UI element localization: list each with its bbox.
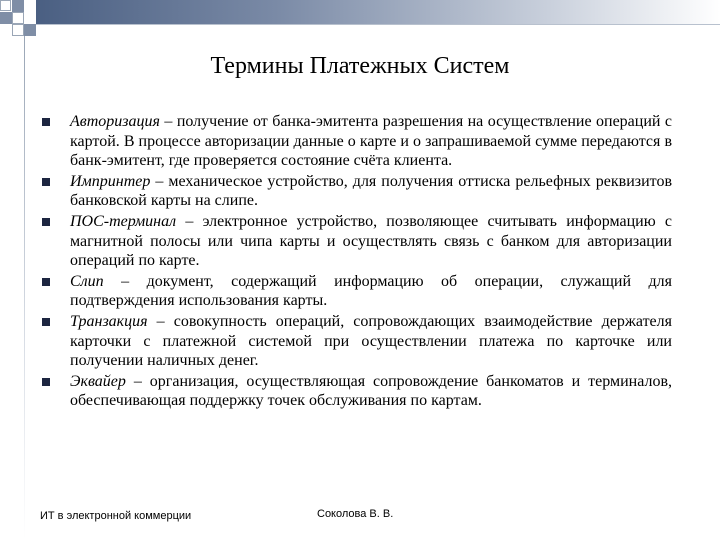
square-bullet-icon [42, 178, 50, 186]
definition: – совокупность операций, сопровождающих взаимодействие держателя карточки с платежной системой при осуществлении платежа по карточке или получении наличных денег. [70, 312, 672, 370]
list-item [40, 212, 672, 271]
list-item [40, 112, 672, 171]
definition: – организация, осуществляющая сопровождение банкоматов и терминалов, обеспечивающая поддержку точек обслуживания по картам. [70, 372, 672, 410]
footer-course: ИТ в электронной коммерции [40, 510, 192, 522]
term: Эквайер [70, 372, 126, 390]
header-divider [36, 24, 720, 25]
decor-square [0, 12, 12, 24]
decor-square [12, 24, 24, 36]
decor-square [12, 0, 24, 12]
square-bullet-icon [42, 378, 50, 386]
list-item [40, 172, 672, 211]
definition: – механическое устройство, для получения оттиска рельефных реквизитов банковской карты на слипе. [70, 172, 672, 210]
list-item [40, 272, 672, 311]
term: Транзакция [70, 312, 148, 330]
term: ПОС-терминал [70, 212, 177, 230]
decor-square [0, 0, 11, 11]
term: Слип [70, 272, 104, 290]
header-gradient-bar [36, 0, 720, 24]
square-bullet-icon [42, 118, 50, 126]
slide-title: Термины Платежных Систем [210, 53, 510, 79]
term: Авторизация [70, 113, 160, 130]
decor-square [24, 24, 36, 36]
footer-author: Соколова В. В. [317, 508, 394, 520]
term: Импринтер [70, 172, 151, 190]
list-item [40, 312, 672, 371]
definition: – документ, содержащий информацию об операции, служащий для подтверждения использования карты. [70, 272, 672, 310]
square-bullet-icon [42, 218, 50, 226]
list-item [40, 372, 672, 411]
definition: – электронное устройство, позволяющее считывать информацию с магнитной полосы или чипа карты и осуществлять связь с банком для авторизации операций по карте. [70, 212, 672, 270]
square-bullet-icon [42, 318, 50, 326]
square-bullet-icon [42, 278, 50, 286]
definition: – получение от банка-эмитента разрешения на осуществление операций с картой. В процессе авторизации данные о карте и о запрашиваемой сумме передаются в банк-эмитент, где проверяется состояние счёта клиента. [70, 113, 672, 170]
decor-square [12, 12, 24, 24]
definitions-list [40, 112, 672, 412]
left-divider [24, 36, 25, 540]
